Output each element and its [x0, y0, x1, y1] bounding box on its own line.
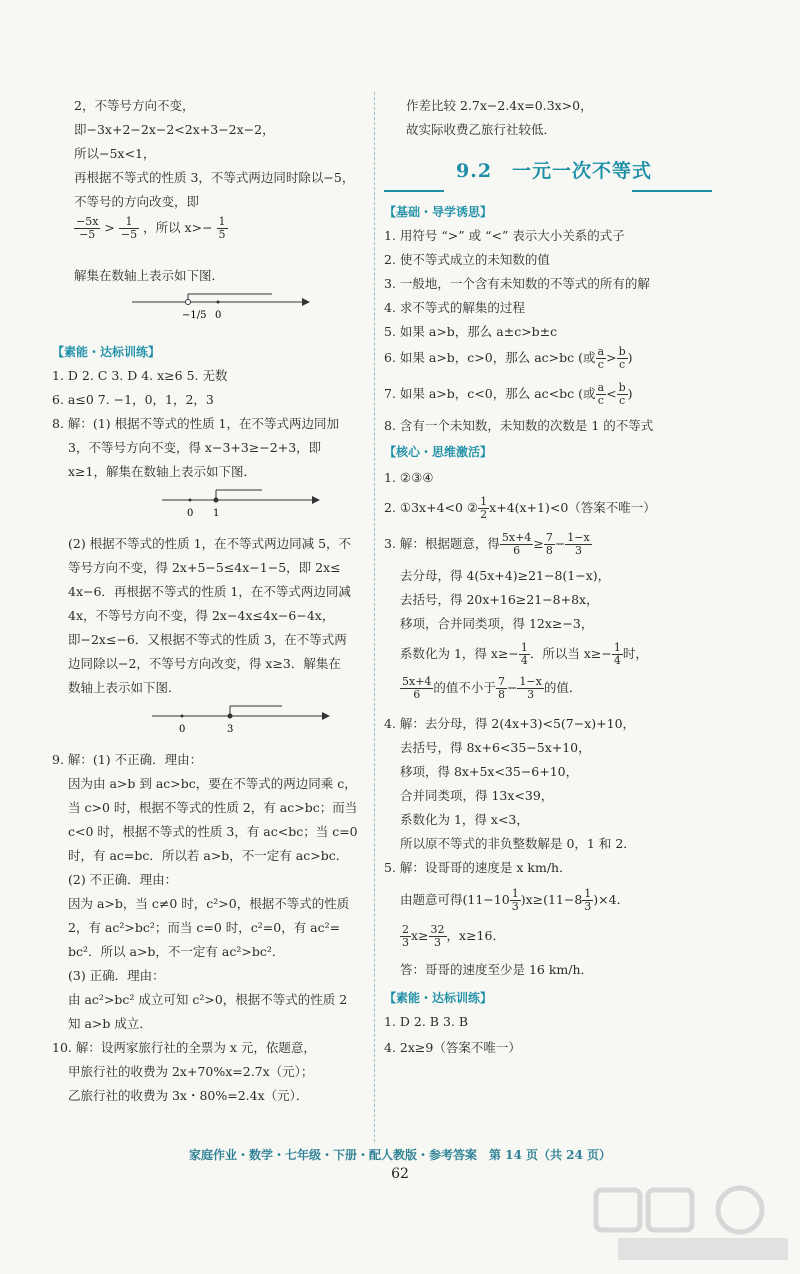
number-line-1: [132, 288, 312, 324]
answer-line: 5. 如果 a>b，那么 a±c>b±c: [384, 324, 558, 339]
text-line: 所以−5x<1，: [74, 146, 156, 161]
text-line: 所以原不等式的非负整数解是 0，1 和 2．: [400, 836, 636, 851]
watermark-logo: [588, 1184, 793, 1264]
text-line: 知 a>b 成立．: [68, 1016, 152, 1031]
answer-line: 9. 解：(1) 不正确．理由：: [52, 752, 203, 767]
text-line: 移项，得 8x+5x<35−6+10，: [400, 764, 579, 779]
column-divider: [374, 92, 375, 1142]
tick-label: 1: [213, 508, 220, 519]
text-line: (3) 正确．理由：: [68, 968, 165, 983]
tick-label: 0: [215, 310, 222, 321]
answer-line: 7. 如果 a>b，c<0，那么 ac<bc (或 $\frac{a}{c}$ < $\frac{b}{c}$ ): [384, 381, 633, 407]
tick-label: −1/5: [182, 310, 207, 321]
text-line: 去分母，得 4(5x+4)≥21−8(1−x)，: [400, 568, 611, 583]
answer-line: 1. 用符号 “>” 或 “<” 表示大小关系的式子: [384, 228, 625, 243]
answer-line: 1. ②③④: [384, 470, 434, 485]
tick-label: 0: [179, 724, 186, 735]
text-line: 乙旅行社的收费为 3x・80%=2.4x（元）．: [68, 1088, 309, 1103]
text-line: 再根据不等式的性质 3，不等式两边同时除以−5，: [74, 170, 355, 185]
answer-line: 1. D 2. B 3. B: [384, 1014, 469, 1029]
page-footer: 家庭作业・数学・七年级・下册・配人教版・参考答案 第 14 页（共 24 页）: [188, 1148, 612, 1162]
text-line: 数轴上表示如下图．: [68, 680, 181, 695]
fraction-line: [52, 216, 228, 241]
text-line: 作差比较 2.7x−2.4x=0.3x>0，: [406, 98, 593, 113]
text-line: 系数化为 1，得 x≥− $\frac{1}{4}$ ．所以当 x≥− $\frac{1}{4}$ 时，: [400, 641, 648, 667]
text-line: c<0 时，根据不等式的性质 3，有 ac<bc；当 c=0: [68, 824, 358, 839]
fraction: $\frac{1}{-5}$: [120, 215, 138, 241]
section-tag: 【基础・导学诱思】: [384, 205, 493, 219]
answer-line: 6. a≤0 7. −1，0，1，2，3: [52, 392, 214, 407]
answer-line: 3. 一般地，一个含有未知数的不等式的所有的解: [384, 276, 650, 291]
text-line: 解集在数轴上表示如下图．: [74, 268, 225, 283]
text-line: 时，有 ac=bc．所以若 a>b，不一定有 ac>bc．: [68, 848, 349, 863]
text-line: x≥1，解集在数轴上表示如下图．: [68, 464, 256, 479]
fraction: $\frac{-5x}{-5}$: [76, 215, 99, 241]
page-number: 62: [391, 1166, 409, 1182]
text-line: 即−2x≤−6．又根据不等式的性质 3，在不等式两: [68, 632, 347, 647]
text-line: 移项，合并同类项，得 12x≥−3，: [400, 616, 594, 631]
section-tag: 【素能・达标训练】: [52, 345, 161, 359]
section-tag: 【核心・思维激活】: [384, 445, 493, 459]
text-line: 去括号，得 8x+6<35−5x+10，: [400, 740, 591, 755]
answer-line: 4. 解：去分母，得 2(4x+3)<5(7−x)+10，: [384, 716, 636, 731]
answer-line: 3. 解：根据题意，得 $\frac{5x+4}{6}$ ≥ $\frac{7}{8}$ − $\frac{1-x}{3}$: [384, 531, 590, 557]
text-line: 故实际收费乙旅行社较低．: [406, 122, 557, 137]
text-line: 合并同类项，得 13x<39，: [400, 788, 554, 803]
text-line: 4x，不等号方向不变，得 2x−4x≤4x−6−4x，: [68, 608, 335, 623]
answer-line: 4. 2x≥9（答案不唯一）: [384, 1040, 521, 1055]
text-line: 系数化为 1，得 x<3，: [400, 812, 529, 827]
text-line: 去括号，得 20x+16≥21−8+8x，: [400, 592, 599, 607]
answer-line: 4. 求不等式的解集的过程: [384, 300, 525, 315]
text-line: (2) 不正确．理由：: [68, 872, 178, 887]
text-line: 由 ac²>bc² 成立可知 c²>0，根据不等式的性质 2: [68, 992, 348, 1007]
text-line: 3，不等号方向不变，得 x−3+3≥−2+3，即: [68, 440, 322, 455]
text-line: 4x−6．再根据不等式的性质 1，在不等式两边同减: [68, 584, 351, 599]
text-line: $\frac{5x+4}{6}$ 的值不小于 $\frac{7}{8}$ − $\frac{1-x}{3}$ 的值．: [402, 675, 582, 701]
gt-sign: >: [104, 220, 115, 235]
tick-label: 3: [227, 724, 234, 735]
text-line: 由题意可得(11−10 $\frac{1}{3}$ )x≥(11−8 $\frac{1}{3}$ )×4．: [400, 887, 630, 913]
text-line: 甲旅行社的收费为 2x+70%x=2.7x（元）；: [68, 1064, 314, 1079]
answer-line: 8. 含有一个未知数，未知数的次数是 1 的不等式: [384, 418, 654, 433]
section-title: 9.2 一元一次不等式: [456, 160, 653, 182]
text-line: 2，有 ac²>bc²；而当 c=0 时，c²=0，有 ac²=: [68, 920, 341, 935]
answer-line: 1. D 2. C 3. D 4. x≥6 5. 无数: [52, 368, 228, 383]
text-line: (2) 根据不等式的性质 1，在不等式两边同减 5，不: [68, 536, 352, 551]
text-line: 当 c>0 时，根据不等式的性质 2，有 ac>bc；而当: [68, 800, 358, 815]
text-line: 因为 a>b，当 c≠0 时，c²>0，根据不等式的性质: [68, 896, 350, 911]
title-rule-left: [384, 190, 444, 192]
text-line: $\frac{2}{3}$ x≥ $\frac{32}{3}$ ，x≥16．: [402, 923, 505, 949]
number-line-3: [152, 700, 332, 736]
text-line: bc²．所以 a>b，不一定有 ac²>bc²．: [68, 944, 285, 959]
tick-label: 0: [187, 508, 194, 519]
text-line: 等号方向不变，得 2x+5−5≤4x−1−5，即 2x≤: [68, 560, 341, 575]
text-line: 不等号的方向改变，即: [74, 194, 200, 209]
answer-line: 5. 解：设哥哥的速度是 x km/h．: [384, 860, 572, 875]
text-line: 因为由 a>b 到 ac>bc，要在不等式的两边同乘 c，: [68, 776, 357, 791]
answer-line: 8. 解：(1) 根据不等式的性质 1，在不等式两边同加: [52, 416, 340, 431]
number-line-2: [162, 484, 322, 520]
title-rule-right: [632, 190, 712, 192]
text-fragment: ，所以 x>−: [143, 220, 213, 235]
text-line: 即−3x+2−2x−2<2x+3−2x−2，: [74, 122, 275, 137]
answer-line: 6. 如果 a>b，c>0，那么 ac>bc (或 $\frac{a}{c}$ > $\frac{b}{c}$ ): [384, 345, 633, 371]
text-line: 答：哥哥的速度至少是 16 km/h．: [400, 962, 594, 977]
answer-line: 2. 使不等式成立的未知数的值: [384, 252, 550, 267]
fraction: $\frac{1}{5}$: [218, 215, 226, 241]
text-line: 2，不等号方向不变，: [74, 98, 195, 113]
answer-line: 10. 解：设两家旅行社的全票为 x 元，依题意，: [52, 1040, 316, 1055]
section-tag: 【素能・达标训练】: [384, 991, 493, 1005]
answer-line: 2. ①3x+4<0 ② $\frac{1}{2}$ x+4(x+1)<0（答案不唯一）: [384, 495, 656, 521]
text-line: 边同除以−2，不等号方向改变，得 x≥3．解集在: [68, 656, 341, 671]
